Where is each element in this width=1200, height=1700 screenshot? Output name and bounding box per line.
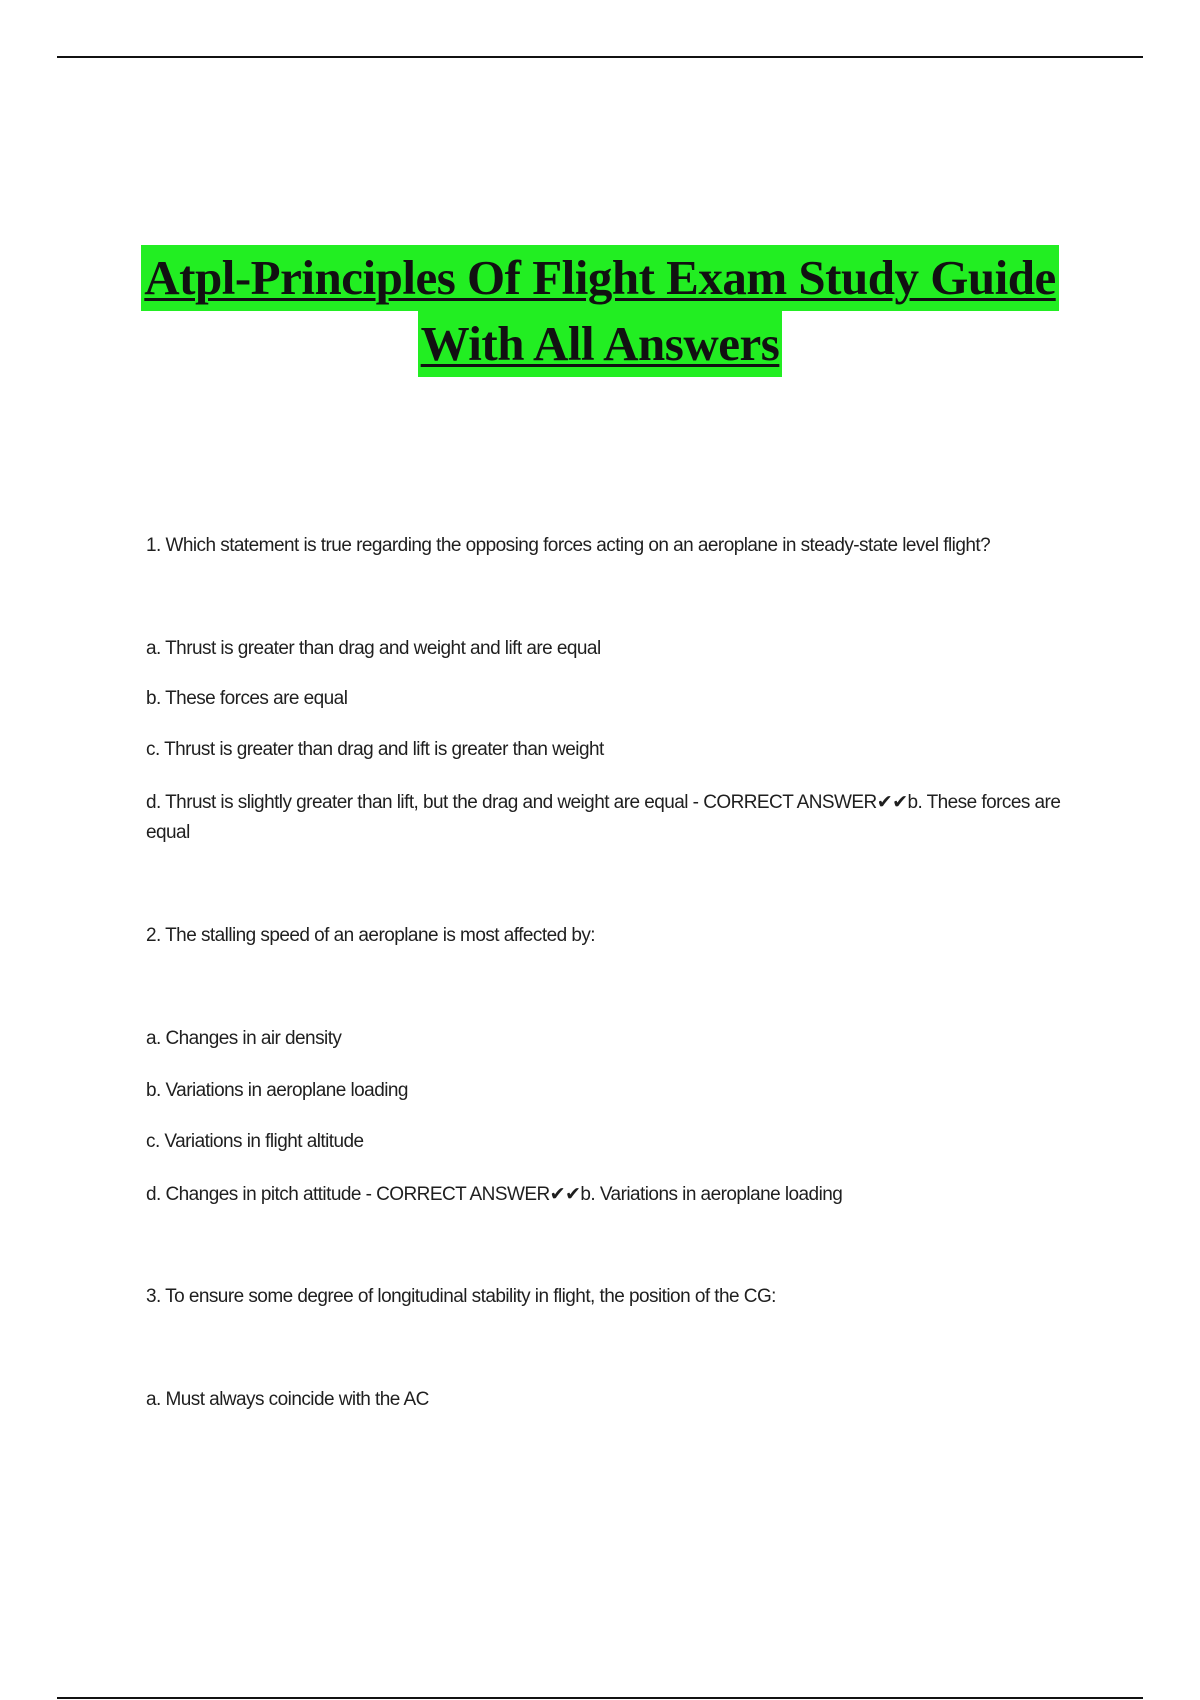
question-2-option-c: c. Variations in flight altitude <box>146 1131 364 1152</box>
title-line-2: With All Answers <box>418 311 783 377</box>
title-line-1: Atpl-Principles Of Flight Exam Study Guide <box>141 245 1058 311</box>
question-1-option-c: c. Thrust is greater than drag and lift is greater than weight <box>146 739 604 760</box>
question-3: 3. To ensure some degree of longitudinal stability in flight, the position of the CG: <box>146 1286 776 1307</box>
footer-rule <box>57 1697 1143 1699</box>
question-2-option-d-answer: d. Changes in pitch attitude - CORRECT ANSWER✔✔b. Variations in aeroplane loading <box>146 1184 843 1205</box>
header-rule <box>57 56 1143 58</box>
question-2-option-b: b. Variations in aeroplane loading <box>146 1080 408 1101</box>
question-1-option-a: a. Thrust is greater than drag and weight and lift are equal <box>146 638 601 659</box>
question-2: 2. The stalling speed of an aeroplane is most affected by: <box>146 925 596 946</box>
question-1-option-b: b. These forces are equal <box>146 688 348 709</box>
question-3-option-a: a. Must always coincide with the AC <box>146 1389 429 1410</box>
document-title <box>0 245 1200 377</box>
question-2-option-a: a. Changes in air density <box>146 1028 342 1049</box>
question-1: 1. Which statement is true regarding the opposing forces acting on an aeroplane in steady-state level flight? <box>146 535 991 556</box>
question-1-option-d-answer: d. Thrust is slightly greater than lift, but the drag and weight are equal - CORRECT ANSWER✔✔b. These forces are equal <box>146 792 1061 843</box>
